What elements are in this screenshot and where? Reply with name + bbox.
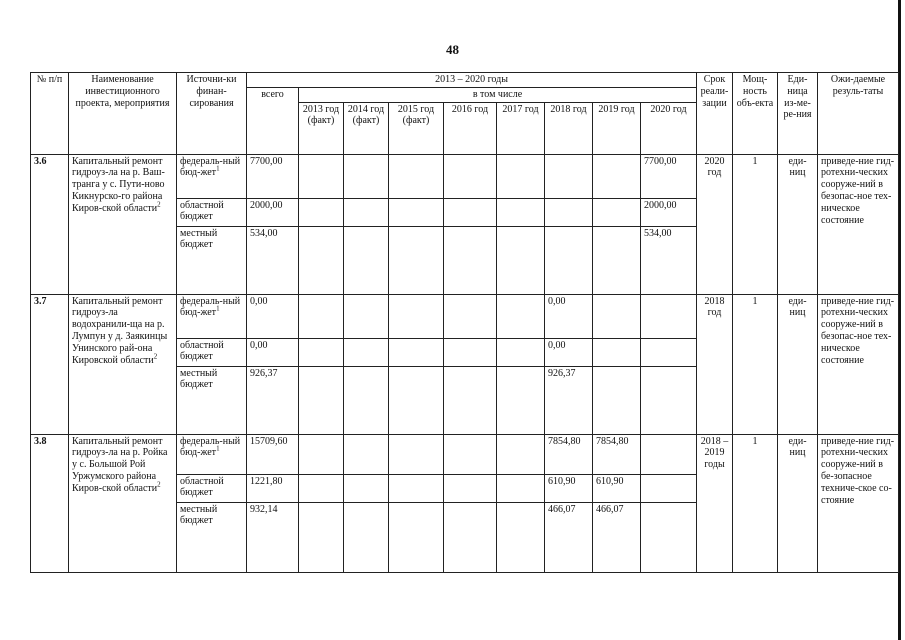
value-2015 [389, 226, 444, 294]
value-2020 [641, 502, 697, 572]
value-2020 [641, 294, 697, 338]
value-2014 [344, 502, 389, 572]
value-2015 [389, 366, 444, 434]
header-2014: 2014 год (факт) [344, 102, 389, 154]
project-number: 3.6 [31, 154, 69, 294]
project-result: приведе-ние гид-ротехни-ческих сооруже-ний в безопас-ное тех-ническое состояние [818, 154, 899, 294]
value-2020 [641, 366, 697, 434]
footnote-mark: 1 [216, 445, 220, 454]
value-2017 [497, 474, 545, 502]
value-2019 [593, 366, 641, 434]
funding-source-text: местный бюджет [180, 227, 218, 251]
total-value: 7700,00 [247, 154, 299, 198]
value-2015 [389, 198, 444, 226]
value-2015 [389, 338, 444, 366]
value-2019 [593, 294, 641, 338]
project-result: приведе-ние гид-ротехни-ческих сооруже-ний в безопас-ное тех-ническое состояние [818, 294, 899, 434]
value-2014 [344, 154, 389, 198]
header-num: № п/п [31, 73, 69, 155]
value-2014 [344, 474, 389, 502]
value-2016 [444, 366, 497, 434]
funding-source [177, 154, 247, 198]
value-2017 [497, 434, 545, 474]
value-2015 [389, 294, 444, 338]
project-capacity: 1 [733, 154, 778, 294]
investment-table [30, 72, 899, 573]
header-name: Наименование инвестиционного проекта, мероприятия [69, 73, 177, 155]
project-capacity: 1 [733, 294, 778, 434]
value-2016 [444, 434, 497, 474]
funding-source [177, 338, 247, 366]
funding-source-text: местный бюджет [180, 503, 218, 527]
value-2013 [299, 154, 344, 198]
value-2018 [545, 226, 593, 294]
project-name-text: Капитальный ремонт гидроуз-ла водохранили-ща на р. Лумпун у д. Заякинцы Унинского рай-она Кировской области [72, 295, 168, 366]
header-period: 2013 – 2020 годы [247, 73, 697, 88]
value-2017 [497, 154, 545, 198]
project-term: 2018 – 2019 годы [697, 434, 733, 572]
header-2017: 2017 год [497, 102, 545, 154]
value-2017 [497, 294, 545, 338]
page-number: 48 [446, 42, 459, 57]
total-value: 534,00 [247, 226, 299, 294]
header-2018: 2018 год [545, 102, 593, 154]
value-2018: 926,37 [545, 366, 593, 434]
header-total: всего [247, 87, 299, 154]
footnote-mark: 2 [157, 480, 161, 489]
total-value: 932,14 [247, 502, 299, 572]
value-2020: 7700,00 [641, 154, 697, 198]
footnote-mark: 1 [216, 165, 220, 174]
value-2019 [593, 226, 641, 294]
value-2018: 0,00 [545, 338, 593, 366]
value-2015 [389, 434, 444, 474]
footnote-mark: 2 [153, 352, 158, 361]
header-unit: Еди-ница из-ме-ре-ния [778, 73, 818, 155]
funding-source [177, 226, 247, 294]
value-2015 [389, 154, 444, 198]
value-2016 [444, 474, 497, 502]
value-2019: 466,07 [593, 502, 641, 572]
project-name [69, 294, 177, 434]
value-2013 [299, 338, 344, 366]
funding-source [177, 294, 247, 338]
value-2013 [299, 366, 344, 434]
value-2019 [593, 338, 641, 366]
value-2020 [641, 434, 697, 474]
header-term: Срок реали-зации [697, 73, 733, 155]
value-2014 [344, 226, 389, 294]
value-2013 [299, 434, 344, 474]
table-row [31, 154, 899, 198]
value-2018: 7854,80 [545, 434, 593, 474]
header-row-1 [31, 73, 899, 88]
table-row [31, 294, 899, 338]
value-2019 [593, 198, 641, 226]
value-2016 [444, 198, 497, 226]
value-2015 [389, 474, 444, 502]
header-2019: 2019 год [593, 102, 641, 154]
project-name-text: Капитальный ремонт гидроуз-ла на р. Ваш-транга у с. Пути-ново Кикнурско-го района Киров-ской области [72, 155, 165, 214]
value-2016 [444, 338, 497, 366]
funding-source-text: федераль-ный бюд-жет [180, 435, 241, 459]
funding-source-text: областной бюджет [180, 475, 224, 499]
value-2013 [299, 474, 344, 502]
value-2017 [497, 366, 545, 434]
footnote-mark: 1 [216, 305, 220, 314]
funding-source-text: местный бюджет [180, 367, 218, 391]
value-2016 [444, 294, 497, 338]
value-2013 [299, 198, 344, 226]
value-2014 [344, 294, 389, 338]
funding-source [177, 502, 247, 572]
value-2014 [344, 338, 389, 366]
total-value: 926,37 [247, 366, 299, 434]
value-2016 [444, 226, 497, 294]
funding-source-text: областной бюджет [180, 339, 224, 363]
total-value: 2000,00 [247, 198, 299, 226]
value-2020 [641, 474, 697, 502]
total-value: 0,00 [247, 338, 299, 366]
project-number: 3.7 [31, 294, 69, 434]
value-2020: 534,00 [641, 226, 697, 294]
project-term: 2020 год [697, 154, 733, 294]
project-capacity: 1 [733, 434, 778, 572]
total-value: 1221,80 [247, 474, 299, 502]
total-value: 0,00 [247, 294, 299, 338]
value-2018 [545, 154, 593, 198]
project-result: приведе-ние гид-ротехни-ческих сооруже-ний в бе-зопасное техниче-ское со-стояние [818, 434, 899, 572]
project-unit: еди-ниц [778, 434, 818, 572]
value-2016 [444, 502, 497, 572]
header-result: Ожи-даемые резуль-таты [818, 73, 899, 155]
funding-source [177, 434, 247, 474]
footnote-mark: 2 [157, 200, 161, 209]
value-2017 [497, 198, 545, 226]
header-2015: 2015 год (факт) [389, 102, 444, 154]
header-2013: 2013 год (факт) [299, 102, 344, 154]
total-value: 15709,60 [247, 434, 299, 474]
header-2016: 2016 год [444, 102, 497, 154]
project-unit: еди-ниц [778, 154, 818, 294]
header-capacity: Мощ-ность объ-екта [733, 73, 778, 155]
value-2018: 0,00 [545, 294, 593, 338]
project-number: 3.8 [31, 434, 69, 572]
table-row [31, 434, 899, 474]
value-2018: 610,90 [545, 474, 593, 502]
funding-source-text: федераль-ный бюд-жет [180, 295, 241, 319]
value-2014 [344, 434, 389, 474]
funding-source [177, 198, 247, 226]
project-term: 2018 год [697, 294, 733, 434]
project-name-text: Капитальный ремонт гидроуз-ла на р. Ройка у с. Большой Рой Уржумского района Киров-ской области [72, 435, 168, 494]
value-2017 [497, 226, 545, 294]
value-2016 [444, 154, 497, 198]
value-2020 [641, 338, 697, 366]
value-2013 [299, 294, 344, 338]
value-2020: 2000,00 [641, 198, 697, 226]
value-2018: 466,07 [545, 502, 593, 572]
funding-source-text: федераль-ный бюд-жет [180, 155, 241, 179]
value-2017 [497, 502, 545, 572]
value-2013 [299, 502, 344, 572]
funding-source [177, 366, 247, 434]
funding-source-text: областной бюджет [180, 199, 224, 223]
project-unit: еди-ниц [778, 294, 818, 434]
value-2017 [497, 338, 545, 366]
funding-source [177, 474, 247, 502]
header-source: Источни-ки финан-сирования [177, 73, 247, 155]
header-including: в том числе [299, 87, 697, 102]
project-name [69, 434, 177, 572]
header-2020: 2020 год [641, 102, 697, 154]
value-2019: 610,90 [593, 474, 641, 502]
value-2018 [545, 198, 593, 226]
value-2019: 7854,80 [593, 434, 641, 474]
value-2014 [344, 366, 389, 434]
value-2013 [299, 226, 344, 294]
value-2015 [389, 502, 444, 572]
value-2014 [344, 198, 389, 226]
project-name [69, 154, 177, 294]
value-2019 [593, 154, 641, 198]
